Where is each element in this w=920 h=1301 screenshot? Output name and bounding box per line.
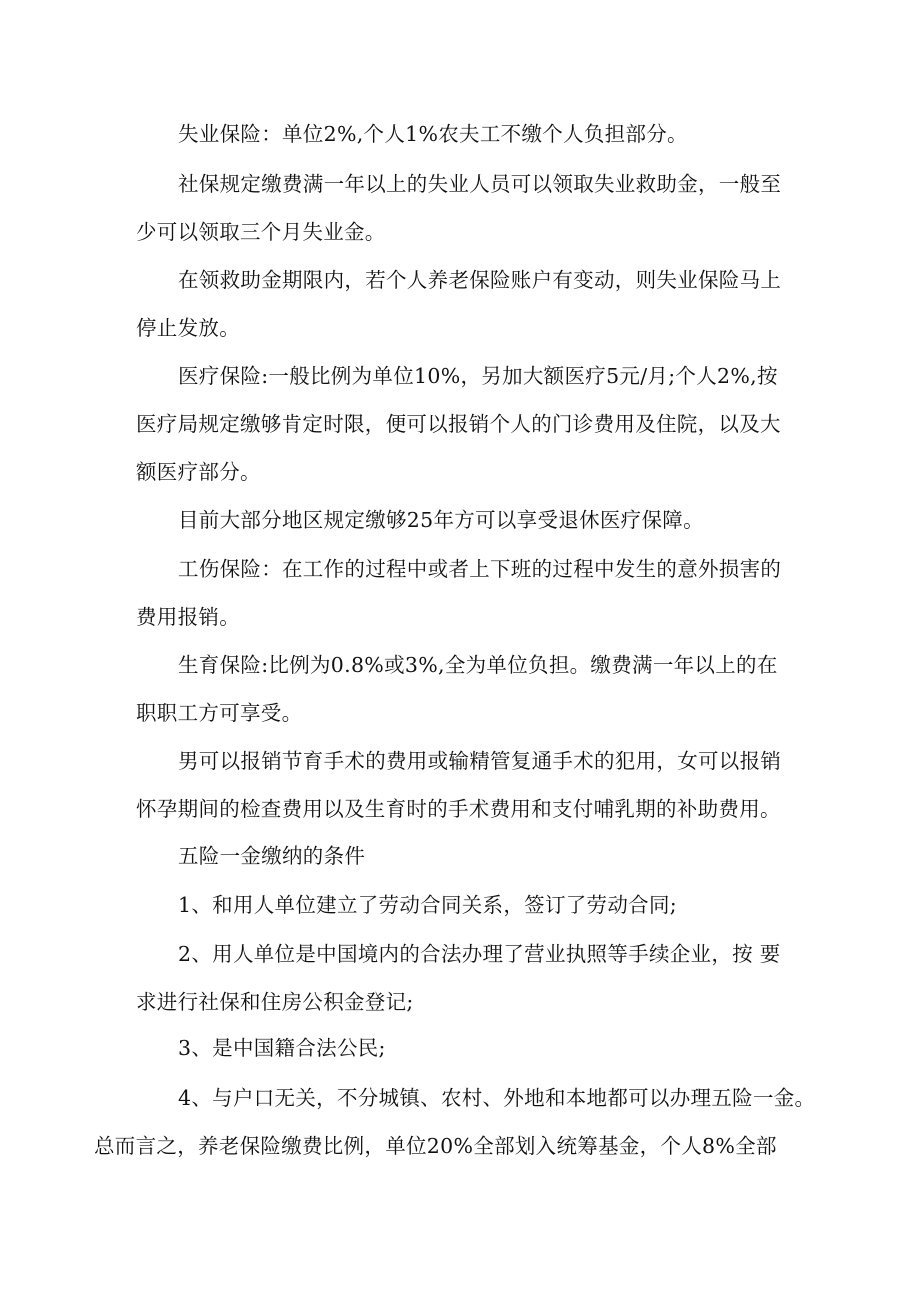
paragraph-medical-insurance: 医疗保险:一般比例为单位10%，另加大额医疗5元/月;个人2%,按医疗局规定缴够肯定时限，便可以报销个人的门诊费用及住院，以及大额医疗部分。 [136,364,781,484]
summary-line: 总而言之，养老保险缴费比例，单位20%全部划入统筹基金，个人8%全部 [94,1134,777,1158]
paragraph-work-injury-insurance: 工伤保险：在工作的过程中或者上下班的过程中发生的意外损害的费用报销。 [136,557,782,629]
section-heading-conditions: 五险一金缴纳的条件 [178,844,366,868]
paragraph-unemployment-benefit: 社保规定缴费满一年以上的失业人员可以领取失业救助金，一般至少可以领取三个月失业金。 [136,172,782,244]
paragraph-retirement-medical: 目前大部分地区规定缴够25年方可以享受退休医疗保障。 [178,508,704,532]
list-item-condition-2 [136,930,796,1026]
paragraph-unemployment-insurance: 失业保险：单位2%,个人1%农夫工不缴个人负担部分。 [178,122,688,146]
list-item-condition-3: 3、是中国籍合法公民; [178,1036,386,1060]
condition-2-line-1: 2、用人单位是中国境内的合法办理了营业执照等手续企业，按 [178,942,753,966]
paragraph-maternity-reimbursement: 男可以报销节育手术的费用或输精管复通手术的犯用，女可以报销怀孕期间的检查费用以及生育时的手术费用和支付哺乳期的补助费用。 [136,749,782,821]
paragraph-maternity-insurance: 生育保险:比例为0.8%或3%,全为单位负担。缴费满一年以上的在职职工方可享受。 [136,653,778,725]
list-item-condition-1: 1、和用人单位建立了劳动合同关系，签订了劳动合同; [178,893,677,917]
condition-2-line-2: 要求进行社保和住房公积金登记; [136,942,781,1014]
list-item-condition-4 [94,1074,816,1170]
condition-4-line-1: 4、与户口无关，不分城镇、农村、外地和本地都可以办理五险一金。 [178,1086,816,1110]
paragraph-benefit-stop: 在领救助金期限内，若个人养老保险账户有变动，则失业保险马上停止发放。 [136,268,782,340]
